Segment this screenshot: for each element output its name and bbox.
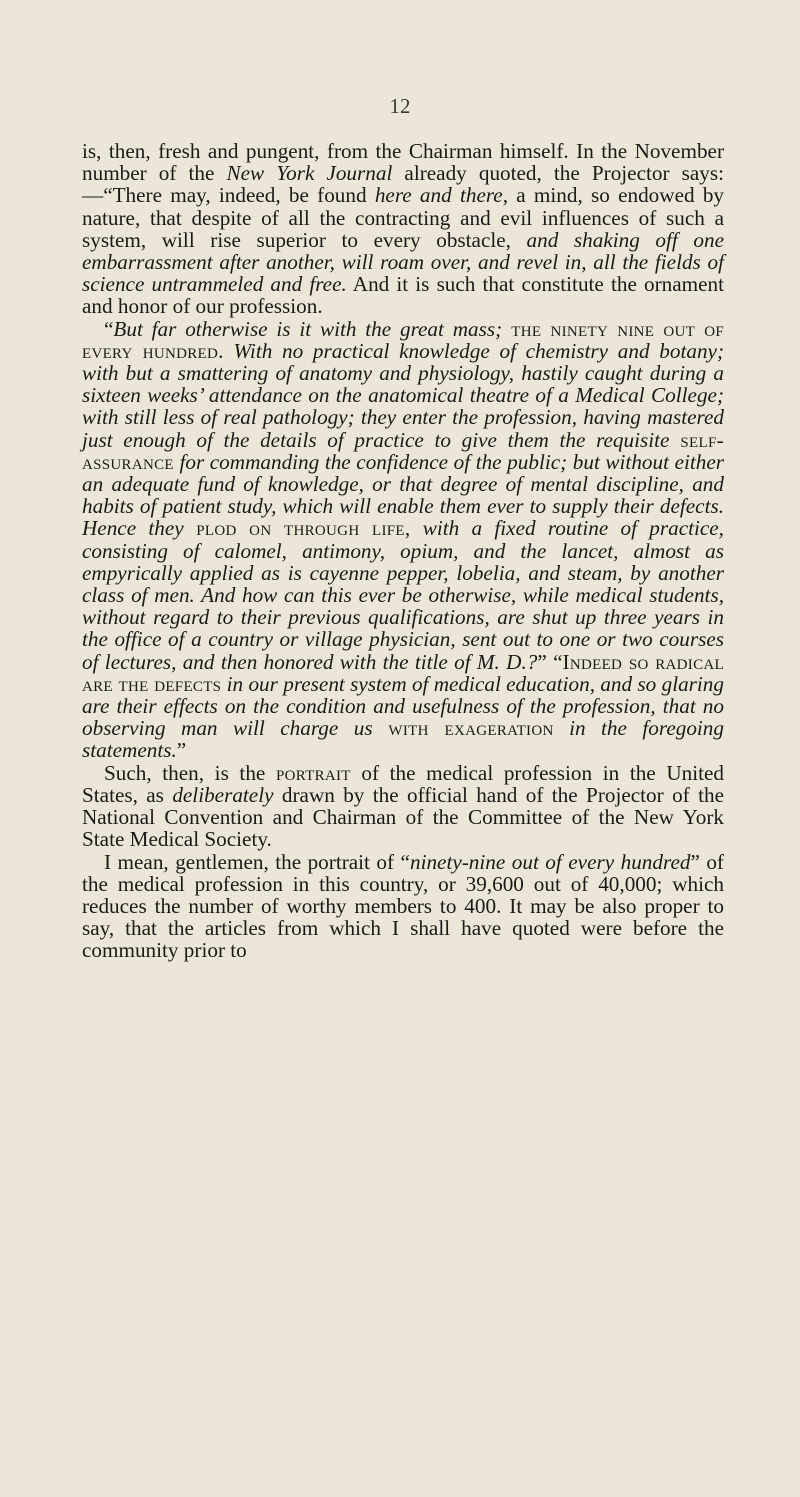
small-caps-run: portrait [275, 760, 351, 785]
small-caps-run: with exageration [372, 716, 554, 741]
text-run: already quoted, the Projector says:—“There may, indeed, be found [82, 161, 724, 208]
italic-run: in the foregoing statements. [82, 716, 724, 763]
text-run: of the medical profession in the United States, as [82, 760, 724, 807]
text-run: And it is such that constitute the ornament and honor of our profession. [82, 272, 724, 319]
italic-run: deliberately [172, 782, 274, 807]
italic-run: with a fixed routine of practice, consisting of calomel, antimony, opium, and the lancet, almost as empyrically applied as is cayenne pepper, lobelia, and steam, by another class of men. And how can this ever be otherwise, while medical students, without regard to their previous qualifications, are shut up three years in the office of a country or village physician, sent out to one or two courses of lectures, and then honored with the title of M. D.? [82, 516, 724, 674]
text-run: ” “ [537, 649, 563, 674]
text-run: Such, then, is the [104, 760, 276, 785]
small-caps-run: the ninety nine out of every hundred. [82, 316, 724, 363]
text-run: I mean, gentlemen, the portrait of “ [104, 849, 410, 874]
italic-run: here and there [374, 183, 503, 208]
italic-run: and shaking off one embarrassment after another, will roam over, and revel in, all the fields of science untrammeled and free. [82, 227, 724, 297]
text-run: is, then, fresh and pungent, from the Chairman himself. In the November number of the [82, 139, 724, 186]
paragraph [82, 140, 724, 318]
italic-run: for commanding the confidence of the public; but without either an adequate fund of knowledge, or that degree of mental discipline, and habits of patient study, which will enable them ever to supply their defects. Hence they [82, 449, 724, 541]
text-run: , a mind, so endowed by nature, that despite of all the contracting and evil influences of such a system, will rise superior to every obstacle, [82, 183, 725, 252]
italic-run: With no practical knowledge of chemistry and botany; with but a smattering of anatomy and physiology, hastily caught during a sixteen weeks’ attendance on the anatomical theatre of a Medical College; with still less of real pathology; they enter the profession, having mastered just enough of the details of practice to give them the requisite [82, 338, 724, 452]
italic-run: in our present system of medical education, and so glaring are their effects on the condition and usefulness of the profession, that no observing man will charge us [82, 671, 724, 741]
small-caps-run: self-assurance [82, 427, 724, 474]
italic-run: New York Journal [226, 161, 393, 186]
text-run: “ [104, 316, 114, 341]
paragraph [82, 851, 724, 962]
text-run: ” [176, 738, 187, 763]
paragraph [82, 318, 724, 762]
body-text [82, 140, 724, 962]
text-run: ” of the medical profession in this country, or 39,600 out of 40,000; which reduces the number of worthy members to 400. It may be also proper to say, that the articles from which I shall have quoted were before the community prior to [82, 849, 724, 963]
small-caps-run: plod on through life, [183, 516, 411, 541]
paragraph [82, 762, 724, 851]
text-run: drawn by the official hand of the Projector of the National Convention and Chairman of the Committee of the New York State Medical Society. [82, 782, 724, 852]
italic-run: But far otherwise is it with the great mass; [113, 316, 503, 341]
page-number: 12 [389, 94, 411, 118]
italic-run: ninety-nine out of every hundred [409, 849, 691, 874]
small-caps-run: Indeed so radical are the defects [82, 649, 724, 696]
text-run [224, 339, 234, 363]
